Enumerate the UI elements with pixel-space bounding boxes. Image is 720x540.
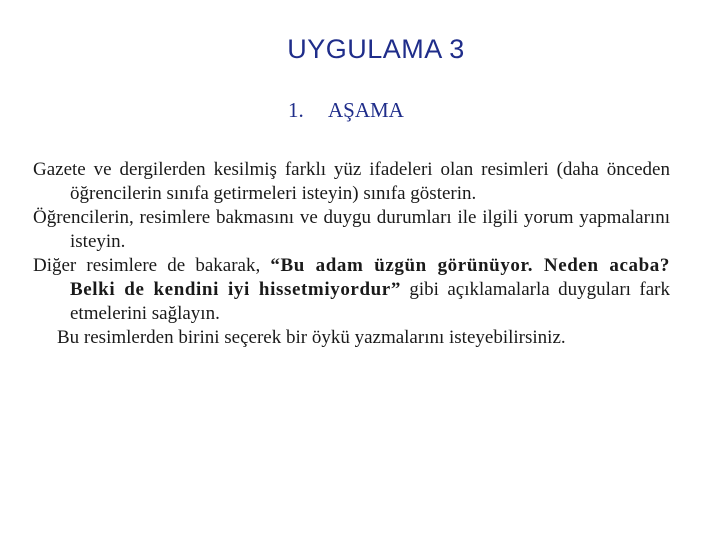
slide-title: UYGULAMA 3: [287, 34, 465, 64]
instruction-paragraph-2: Öğrencilerin, resimlere bakmasını ve duygu durumları ile ilgili yorum yapmalarını isteyin.: [33, 207, 670, 252]
paragraph-3-intro: Diğer resimlere de bakarak,: [33, 255, 271, 276]
paragraph-3-outro: gibi açıklamalarla duyguları fark etmelerini sağlayın.: [70, 279, 670, 324]
instruction-paragraph-3: [33, 254, 670, 326]
instructions-body: [33, 158, 670, 350]
stage-number: 1.: [288, 98, 304, 122]
stage-label: AŞAMA: [328, 98, 404, 122]
example-quote: “Bu adam üzgün görünüyor. Neden acaba? Belki de kendini iyi hissetmiyordur”: [70, 255, 670, 300]
instruction-paragraph-4: Bu resimlerden birini seçerek bir öykü yazmalarını isteyebilirsiniz.: [57, 327, 566, 348]
instruction-paragraph-1: Gazete ve dergilerden kesilmiş farklı yüz ifadeleri olan resimleri (daha önceden öğrencilerin sınıfa getirmeleri isteyin) sınıfa gösterin.: [33, 159, 670, 204]
stage-heading: [288, 98, 404, 123]
